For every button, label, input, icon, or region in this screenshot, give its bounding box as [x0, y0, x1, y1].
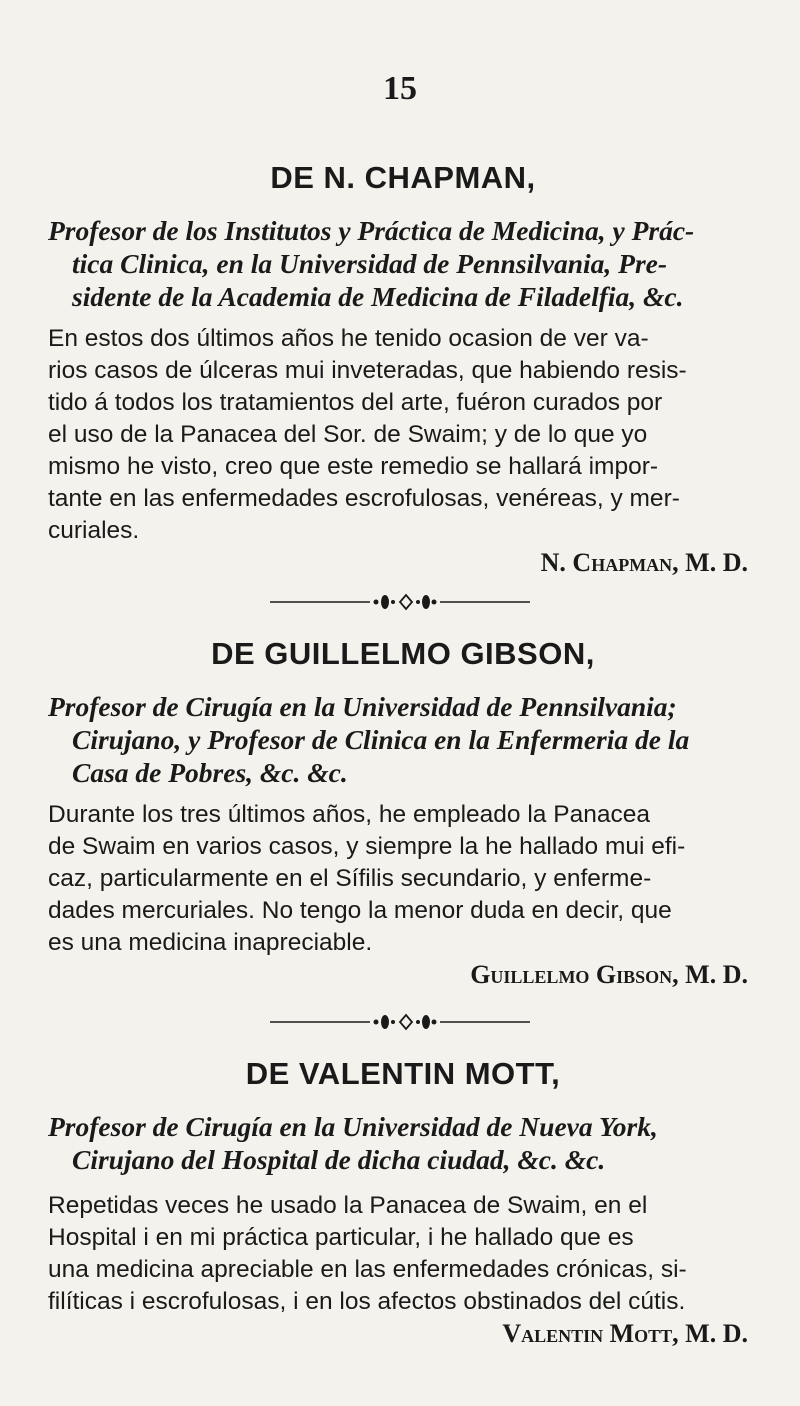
body-line: una medicina apreciable en las enfermedades crónicas, si- [48, 1256, 687, 1283]
ornament-icon [270, 1012, 530, 1032]
testimonial-body [48, 1190, 748, 1318]
section-heading: DE VALENTIN MOTT, [245, 1056, 561, 1091]
section-heading: DE N. CHAPMAN, [270, 160, 536, 195]
title-line: Profesor de Cirugía en la Universidad de Pennsilvania; [48, 691, 677, 722]
page-number: 15 [383, 70, 417, 107]
testimonial-body [48, 799, 748, 959]
body-line: tante en las enfermedades escrofulosas, venéreas, y mer- [48, 485, 680, 512]
author-titles [48, 214, 748, 313]
body-line: Hospital i en mi práctica particular, i he hallado que es [48, 1224, 634, 1251]
author-titles [48, 690, 748, 789]
body-line: En estos dos últimos años he tenido ocasion de ver va- [48, 325, 649, 352]
body-line: tido á todos los tratamientos del arte, fuéron curados por [48, 389, 663, 416]
testimonial-gibson [48, 636, 748, 991]
body-line: el uso de la Panacea del Sor. de Swaim; y de lo que yo [48, 421, 648, 448]
body-line: rios casos de úlceras mui inveteradas, que habiendo resis- [48, 357, 687, 384]
title-line: Cirujano del Hospital de dicha ciudad, &c. &c. [72, 1144, 606, 1175]
testimonial-mott [48, 1056, 748, 1350]
body-line: dades mercuriales. No tengo la menor duda en decir, que [48, 897, 672, 924]
body-line: de Swaim en varios casos, y siempre la he hallado mui efi- [48, 833, 686, 860]
title-line: sidente de la Academia de Medicina de Filadelfia, &c. [72, 281, 684, 312]
ornament-icon [270, 592, 530, 612]
body-line: Durante los tres últimos años, he empleado la Panacea [48, 801, 650, 828]
title-line: tica Clinica, en la Universidad de Pennsilvania, Pre- [72, 248, 668, 279]
title-line: Profesor de Cirugía en la Universidad de Nueva York, [48, 1111, 658, 1142]
author-titles [48, 1110, 748, 1176]
body-line: mismo he visto, creo que este remedio se hallará impor- [48, 453, 659, 480]
body-line: caz, particularmente en el Sífilis secundario, y enferme- [48, 865, 652, 892]
section-heading: DE GUILLELMO GIBSON, [211, 636, 595, 671]
body-line: Repetidas veces he usado la Panacea de Swaim, en el [48, 1192, 648, 1219]
title-line: Cirujano, y Profesor de Clinica en la Enfermeria de la [72, 724, 690, 755]
title-line: Casa de Pobres, &c. &c. [72, 757, 348, 788]
testimonial-body [48, 323, 748, 547]
ornamental-divider [0, 592, 800, 612]
signature: Guillelmo Gibson, M. D. [470, 960, 748, 989]
ornamental-divider [0, 1012, 800, 1032]
testimonial-chapman [48, 160, 748, 579]
body-line: curiales. [48, 517, 140, 544]
body-line: filíticas i escrofulosas, i en los afectos obstinados del cútis. [48, 1288, 686, 1315]
signature: Valentin Mott, M. D. [502, 1319, 748, 1348]
body-line: es una medicina inapreciable. [48, 929, 373, 956]
title-line: Profesor de los Institutos y Práctica de Medicina, y Prác- [48, 215, 695, 246]
signature: N. Chapman, M. D. [540, 548, 748, 577]
